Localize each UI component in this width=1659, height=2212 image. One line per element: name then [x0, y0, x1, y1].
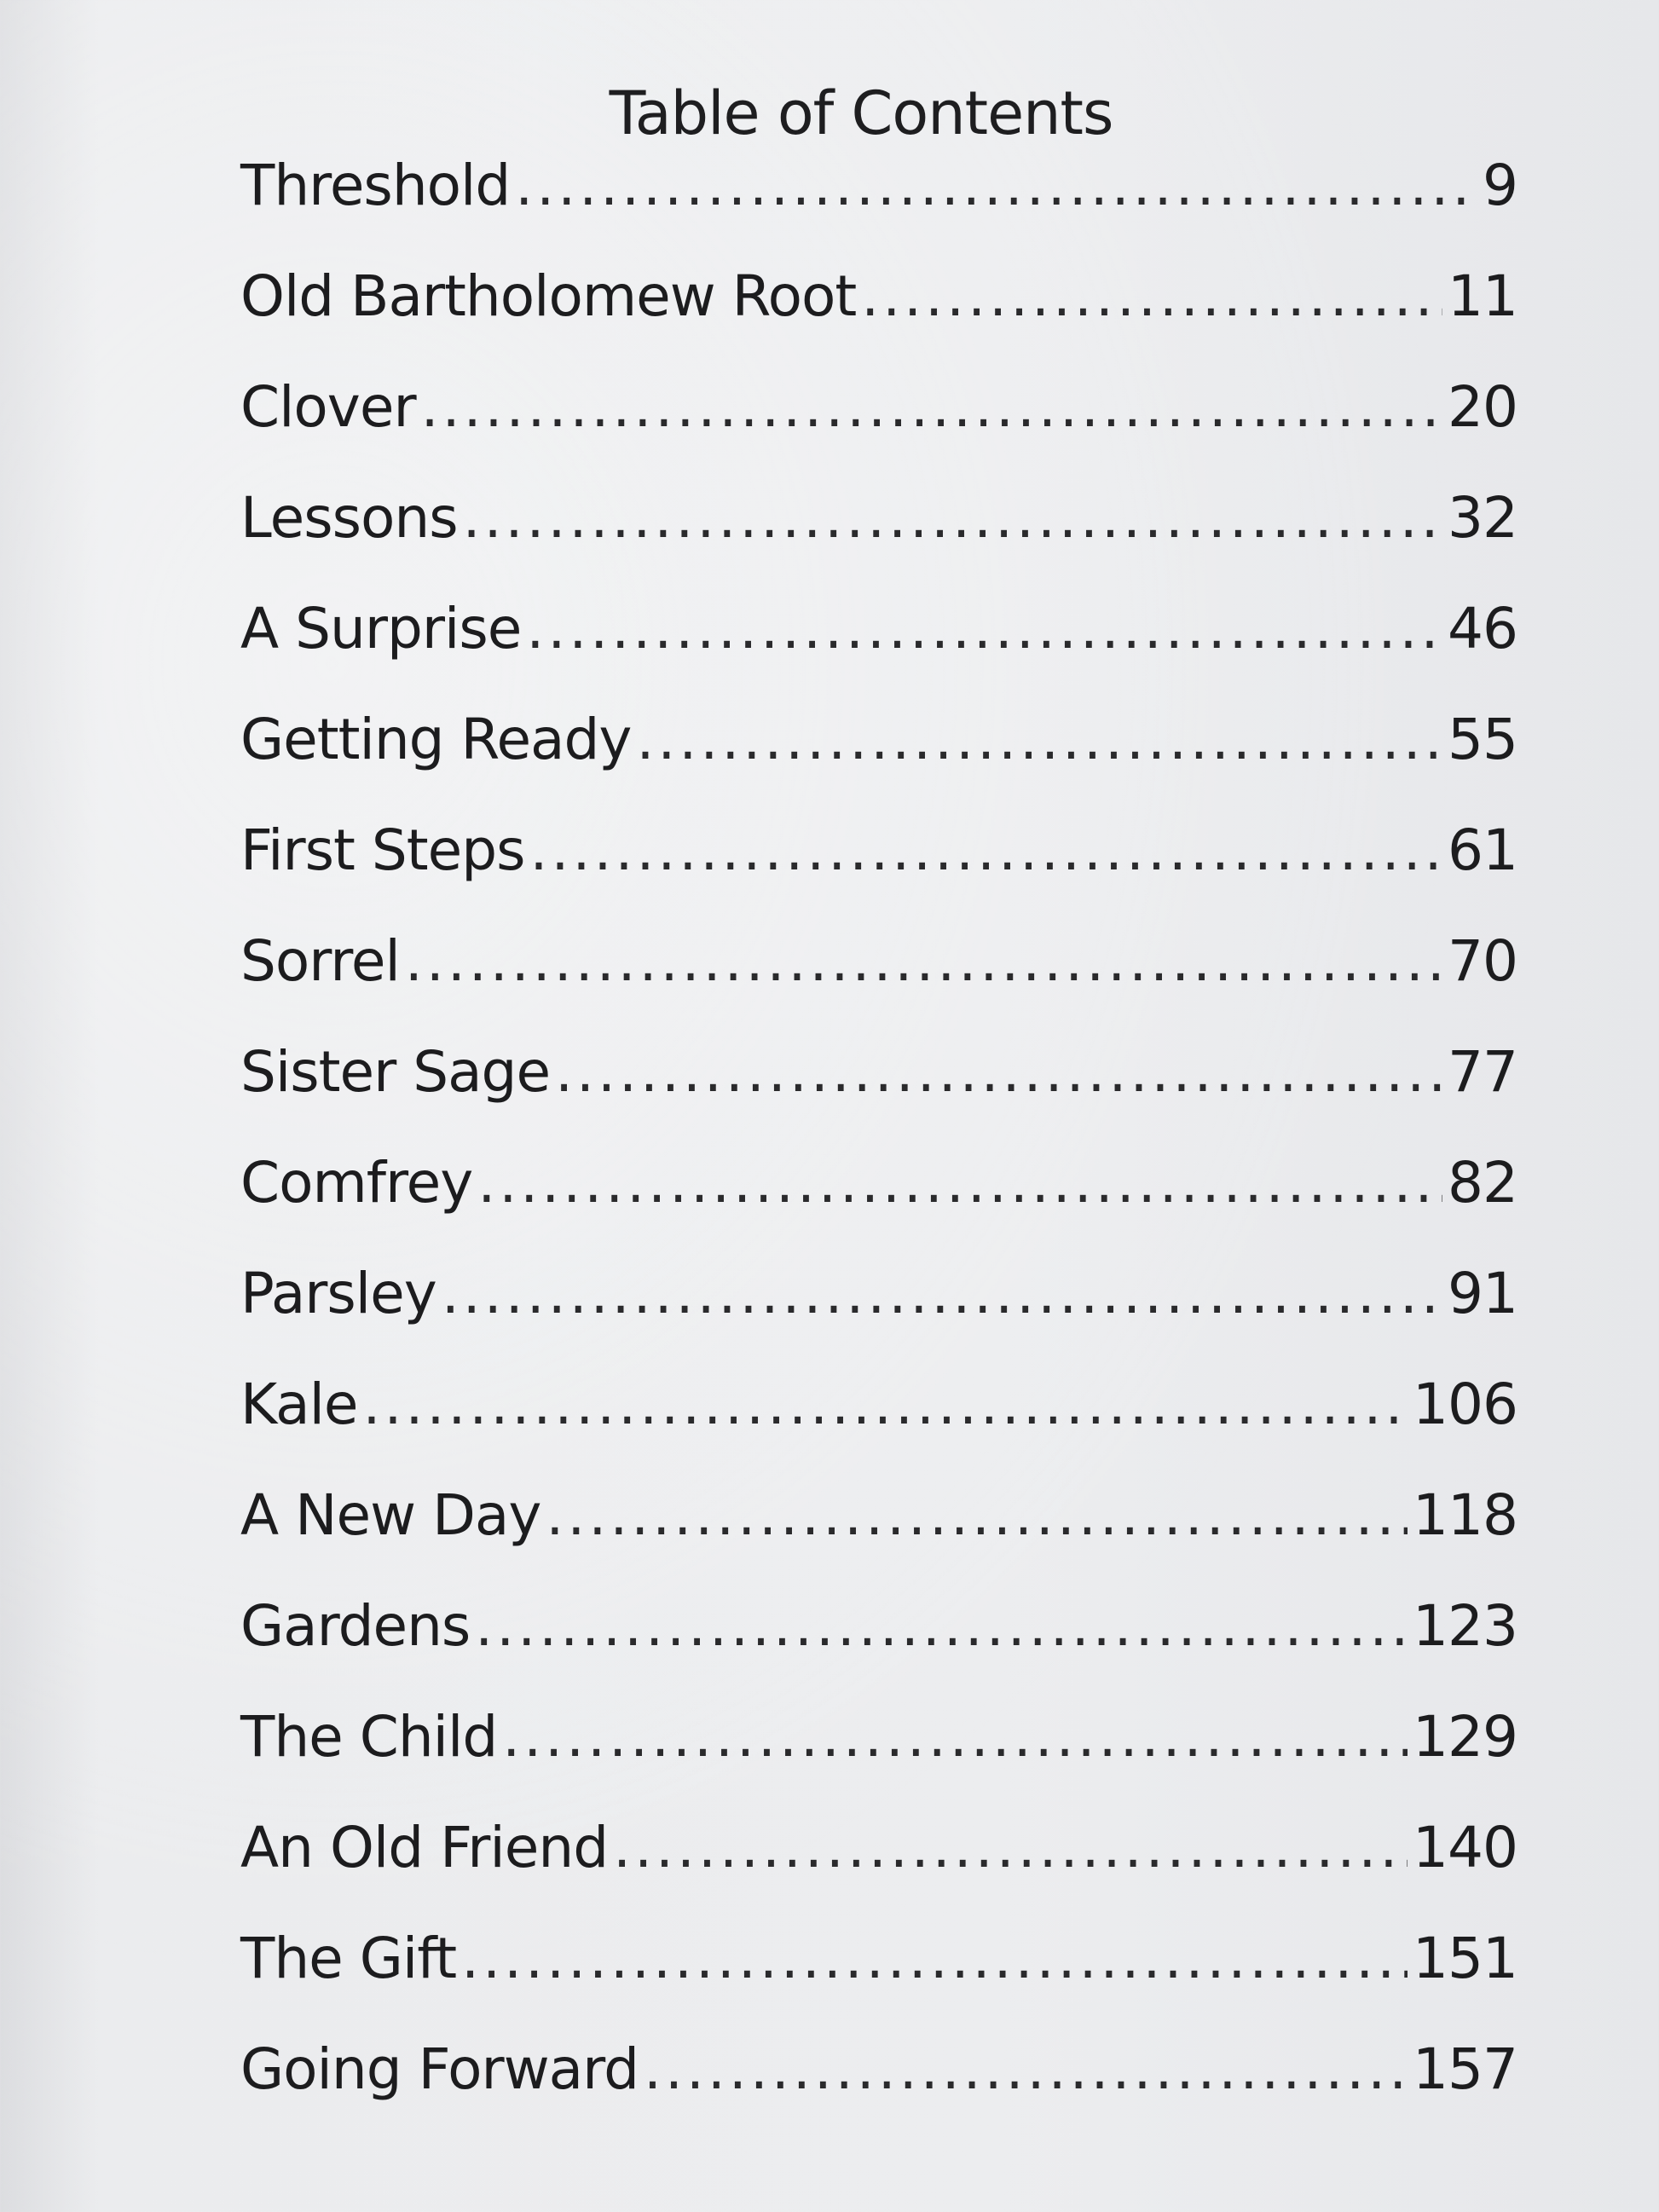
toc-entry-page: 9 — [1483, 153, 1517, 218]
toc-entry-title: A Surprise — [240, 596, 522, 661]
dot-leader — [461, 1916, 1408, 2001]
toc-entry — [240, 365, 1517, 476]
toc-entry-title: The Child — [240, 1704, 498, 1770]
dot-leader — [421, 365, 1442, 450]
dot-leader — [636, 697, 1442, 783]
dot-leader — [442, 1251, 1442, 1337]
dot-leader — [515, 143, 1477, 228]
table-of-contents — [240, 143, 1517, 2138]
toc-entry-title: An Old Friend — [240, 1815, 609, 1880]
toc-entry — [240, 1251, 1517, 1362]
toc-entry-title: The Gift — [240, 1926, 457, 1991]
toc-entry-page: 20 — [1448, 374, 1517, 440]
dot-leader — [555, 1030, 1442, 1115]
toc-entry-page: 157 — [1413, 2036, 1517, 2102]
toc-entry-title: Clover — [240, 374, 416, 440]
toc-entry-title: Going Forward — [240, 2036, 639, 2102]
toc-entry-page: 118 — [1413, 1482, 1517, 1548]
dot-leader — [363, 1362, 1408, 1447]
toc-entry — [240, 254, 1517, 365]
toc-entry-title: First Steps — [240, 817, 525, 883]
toc-entry-page: 91 — [1448, 1261, 1517, 1326]
dot-leader — [530, 808, 1442, 893]
dot-leader — [644, 2027, 1408, 2112]
toc-entry-title: A New Day — [240, 1482, 541, 1548]
toc-entry-title: Kale — [240, 1372, 358, 1437]
toc-entry-page: 106 — [1413, 1372, 1517, 1437]
toc-entry-page: 82 — [1448, 1150, 1517, 1216]
toc-entry-title: Gardens — [240, 1593, 471, 1659]
toc-entry-title: Comfrey — [240, 1150, 473, 1216]
toc-entry-title: Parsley — [240, 1261, 436, 1326]
dot-leader — [526, 586, 1442, 672]
dot-leader — [463, 476, 1442, 561]
dot-leader — [546, 1473, 1408, 1558]
page-title: Table of Contents — [609, 78, 1113, 148]
toc-entry — [240, 808, 1517, 919]
toc-entry — [240, 476, 1517, 586]
toc-entry — [240, 697, 1517, 808]
toc-entry — [240, 1473, 1517, 1584]
toc-entry — [240, 586, 1517, 697]
toc-entry — [240, 143, 1517, 254]
toc-entry — [240, 1805, 1517, 1916]
toc-entry-title: Lessons — [240, 485, 458, 551]
toc-entry-page: 77 — [1448, 1039, 1517, 1105]
toc-entry-title: Old Bartholomew Root — [240, 263, 857, 329]
toc-entry — [240, 1695, 1517, 1805]
toc-entry-page: 129 — [1413, 1704, 1517, 1770]
toc-entry — [240, 919, 1517, 1030]
toc-entry — [240, 1584, 1517, 1695]
dot-leader — [502, 1695, 1408, 1780]
toc-entry — [240, 1141, 1517, 1251]
toc-entry — [240, 1916, 1517, 2027]
toc-entry-page: 70 — [1448, 928, 1517, 994]
dot-leader — [405, 919, 1442, 1004]
toc-entry — [240, 2027, 1517, 2138]
toc-entry-page: 140 — [1413, 1815, 1517, 1880]
toc-entry-page: 46 — [1448, 596, 1517, 661]
toc-entry-page: 55 — [1448, 707, 1517, 772]
toc-entry-page: 151 — [1413, 1926, 1517, 1991]
toc-entry-page: 32 — [1448, 485, 1517, 551]
dot-leader — [477, 1141, 1442, 1226]
dot-leader — [613, 1805, 1408, 1891]
toc-entry-title: Threshold — [240, 153, 511, 218]
toc-entry-page: 11 — [1448, 263, 1517, 329]
toc-entry — [240, 1030, 1517, 1141]
dot-leader — [475, 1584, 1408, 1669]
dot-leader — [861, 254, 1442, 339]
toc-entry-title: Sorrel — [240, 928, 400, 994]
toc-entry-title: Sister Sage — [240, 1039, 551, 1105]
toc-entry-page: 123 — [1413, 1593, 1517, 1659]
toc-entry — [240, 1362, 1517, 1473]
toc-entry-title: Getting Ready — [240, 707, 632, 772]
toc-entry-page: 61 — [1448, 817, 1517, 883]
